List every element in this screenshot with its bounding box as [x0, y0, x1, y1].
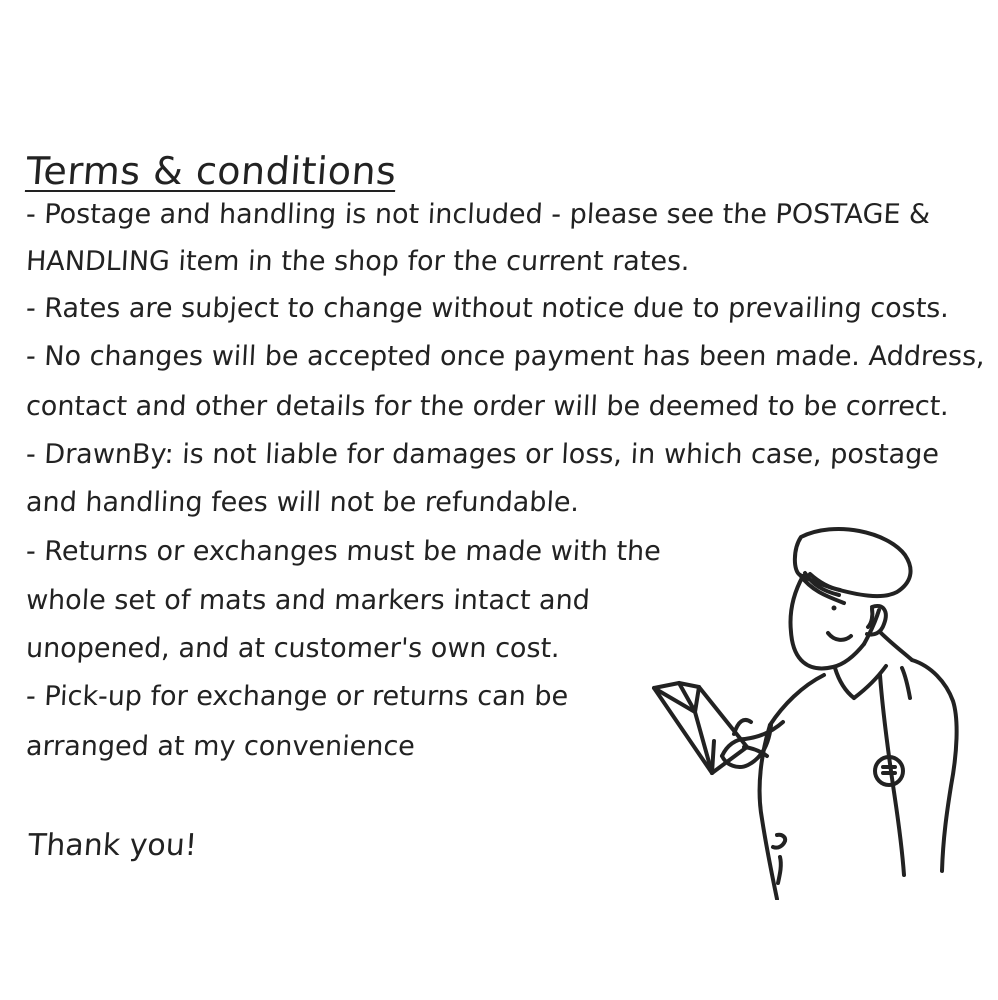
terms-line: and handling fees will not be refundable.	[25, 487, 581, 518]
terms-line: arranged at my convenience	[25, 731, 416, 762]
terms-line: - Pick-up for exchange or returns can be	[25, 681, 569, 712]
terms-line: - DrawnBy: is not liable for damages or loss, in which case, postage	[25, 439, 940, 470]
terms-line: unopened, and at customer's own cost.	[25, 633, 561, 664]
thank-you-text: Thank you!	[26, 828, 199, 863]
terms-line: - Postage and handling is not included - please see the POSTAGE &	[25, 199, 931, 230]
terms-line: - No changes will be accepted once payment has been made. Address,	[25, 341, 986, 372]
terms-line: - Returns or exchanges must be made with the	[25, 536, 662, 567]
terms-line: - Rates are subject to change without notice due to prevailing costs.	[25, 293, 950, 324]
terms-line: contact and other details for the order will be deemed to be correct.	[25, 391, 950, 422]
terms-line: HANDLING item in the shop for the current rates.	[25, 246, 691, 277]
postman-with-envelope-icon	[650, 515, 965, 900]
page-title: Terms & conditions	[24, 149, 399, 194]
terms-line: whole set of mats and markers intact and	[25, 585, 591, 616]
